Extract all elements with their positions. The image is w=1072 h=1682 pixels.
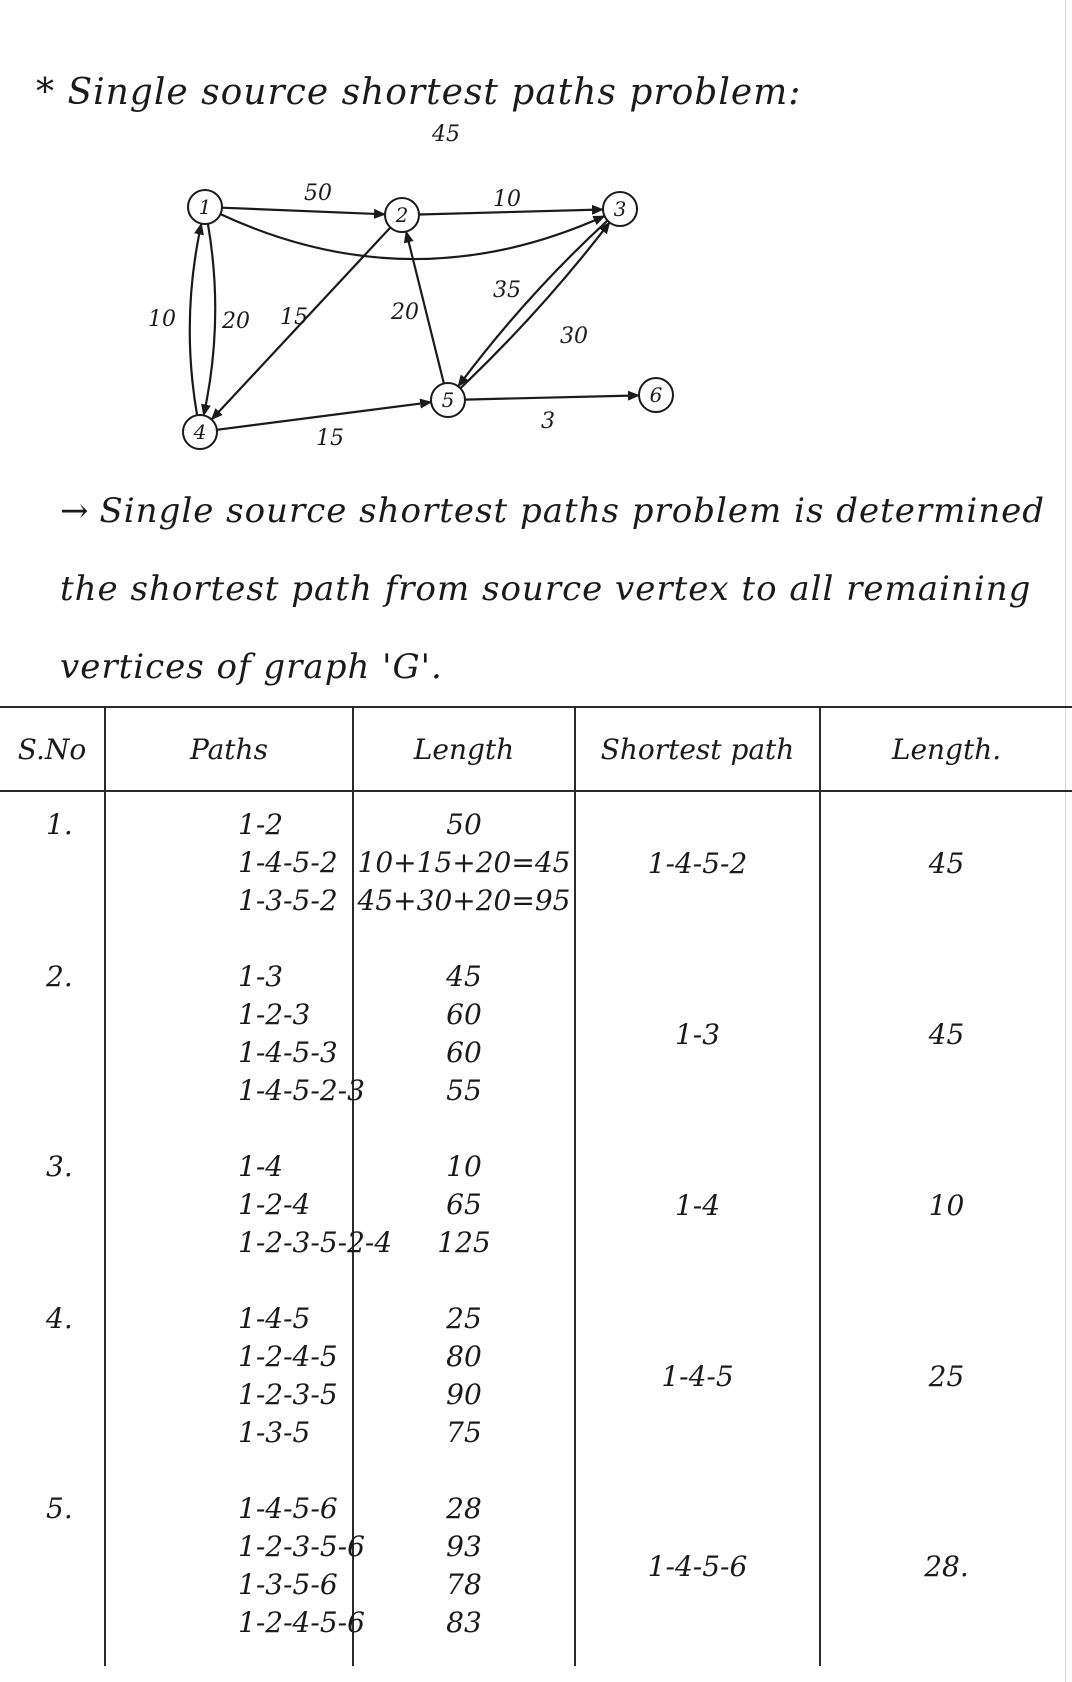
length-entry: 93 — [446, 1530, 482, 1563]
header-paths: Paths — [105, 707, 353, 791]
edge-weight-5-2: 20 — [391, 300, 419, 325]
path-entry: 1-3-5-6 — [238, 1568, 338, 1601]
length-entry: 25 — [446, 1302, 482, 1335]
edge-weight-2-3: 10 — [493, 187, 521, 212]
length-cell — [353, 1286, 575, 1476]
shortest-length-cell: 45 — [820, 791, 1072, 944]
path-entry: 1-4-5-3 — [238, 1036, 338, 1069]
shortest-path-cell: 1-4 — [575, 1134, 820, 1286]
serial-number — [0, 791, 105, 944]
length-cell — [353, 1476, 575, 1666]
path-entry: 1-2 — [238, 808, 284, 841]
path-entry: 1-3-5-2 — [238, 884, 338, 917]
shortest-length-cell: 10 — [820, 1134, 1072, 1286]
length-entry: 45 — [446, 960, 482, 993]
length-entry: 55 — [446, 1074, 482, 1107]
length-entry: 83 — [446, 1606, 482, 1639]
header-shortest-path: Shortest path — [575, 707, 820, 791]
description-text: Single source shortest paths problem is determined the shortest path from source vertex to all remaining vertices of graph 'G'. — [60, 491, 1046, 687]
node-label-6: 6 — [649, 383, 663, 407]
path-entry: 1-2-3-5 — [238, 1378, 338, 1411]
path-entry: 1-3 — [238, 960, 284, 993]
edge-5-6 — [465, 395, 639, 399]
serial-number-text: 5. — [46, 1492, 73, 1525]
shortest-path-cell: 1-4-5-6 — [575, 1476, 820, 1666]
length-entry: 60 — [446, 998, 482, 1031]
shortest-length-cell: 45 — [820, 944, 1072, 1134]
shortest-path-cell: 1-3 — [575, 944, 820, 1134]
shortest-length-cell: 25 — [820, 1286, 1072, 1476]
header-shortest-length: Length. — [820, 707, 1072, 791]
path-entry: 1-4-5 — [238, 1302, 311, 1335]
paths-cell — [105, 944, 365, 1134]
edge-3-5 — [458, 221, 607, 387]
node-label-5: 5 — [441, 388, 455, 412]
arrow-icon: → — [60, 491, 90, 531]
shortest-path-cell: 1-4-5-2 — [575, 791, 820, 944]
shortest-paths-table — [0, 706, 1072, 1666]
paths-cell — [105, 791, 353, 944]
length-entry: 75 — [446, 1416, 482, 1449]
edge-weight-1-4: 10 — [148, 307, 176, 332]
length-entry: 10+15+20=45 — [357, 846, 571, 879]
length-entry: 78 — [446, 1568, 482, 1601]
length-entry: 28 — [446, 1492, 482, 1525]
length-entry: 80 — [446, 1340, 482, 1373]
paths-cell — [105, 1134, 393, 1286]
node-label-2: 2 — [395, 203, 409, 227]
edge-5-3 — [460, 222, 609, 388]
length-entry: 65 — [446, 1188, 482, 1221]
table-row — [0, 1134, 1072, 1286]
paths-cell — [105, 1476, 365, 1666]
edge-4-1 — [190, 224, 202, 416]
directed-graph — [0, 115, 1072, 455]
serial-number — [0, 1476, 105, 1666]
path-entry: 1-2-3-5-2-4 — [238, 1226, 393, 1259]
description — [60, 472, 1050, 706]
edge-weight-4-5: 15 — [316, 426, 344, 451]
edge-weight-4-1: 20 — [222, 309, 250, 334]
serial-number — [0, 1134, 105, 1286]
serial-number-text: 2. — [46, 960, 73, 993]
path-entry: 1-2-4 — [238, 1188, 311, 1221]
edge-weight-1-2: 50 — [304, 181, 332, 206]
table-row — [0, 1476, 1072, 1666]
shortest-length-cell: 28. — [820, 1476, 1072, 1666]
length-entry: 10 — [446, 1150, 482, 1183]
length-cell — [353, 1134, 575, 1286]
length-entry: 60 — [446, 1036, 482, 1069]
table-header-row — [0, 707, 1072, 791]
serial-number — [0, 944, 105, 1134]
header-length: Length — [353, 707, 575, 791]
length-cell — [353, 791, 575, 944]
shortest-path-cell: 1-4-5 — [575, 1286, 820, 1476]
length-cell — [353, 944, 575, 1134]
edge-weight-5-3: 35 — [493, 278, 521, 303]
path-entry: 1-2-3-5-6 — [238, 1530, 365, 1563]
edge-weight-3-5: 30 — [560, 324, 588, 349]
path-entry: 1-2-4-5 — [238, 1340, 338, 1373]
path-entry: 1-4 — [238, 1150, 284, 1183]
serial-number-text: 1. — [46, 808, 73, 841]
serial-number-text: 4. — [46, 1302, 73, 1335]
edge-weight-1-3: 45 — [432, 122, 460, 147]
edge-weight-5-6: 3 — [541, 409, 555, 434]
edge-weight-2-4: 15 — [280, 305, 308, 330]
path-entry: 1-4-5-6 — [238, 1492, 338, 1525]
serial-number-text: 3. — [46, 1150, 73, 1183]
table-row — [0, 791, 1072, 944]
path-entry: 1-2-3 — [238, 998, 311, 1031]
length-entry: 45+30+20=95 — [357, 884, 571, 917]
node-label-1: 1 — [198, 195, 212, 219]
path-entry: 1-2-4-5-6 — [238, 1606, 365, 1639]
table-row — [0, 1286, 1072, 1476]
node-label-4: 4 — [193, 420, 207, 444]
length-entry: 50 — [446, 808, 482, 841]
length-entry: 90 — [446, 1378, 482, 1411]
edge-1-2 — [222, 208, 385, 215]
length-entry: 125 — [437, 1226, 491, 1259]
header-sno: S.No — [0, 707, 105, 791]
edge-1-4 — [204, 224, 216, 416]
paths-cell — [105, 1286, 353, 1476]
node-label-3: 3 — [613, 197, 627, 221]
table-row — [0, 944, 1072, 1134]
page-title: * Single source shortest paths problem: — [36, 72, 802, 113]
serial-number — [0, 1286, 105, 1476]
path-entry: 1-3-5 — [238, 1416, 311, 1449]
path-entry: 1-4-5-2-3 — [238, 1074, 365, 1107]
path-entry: 1-4-5-2 — [238, 846, 338, 879]
